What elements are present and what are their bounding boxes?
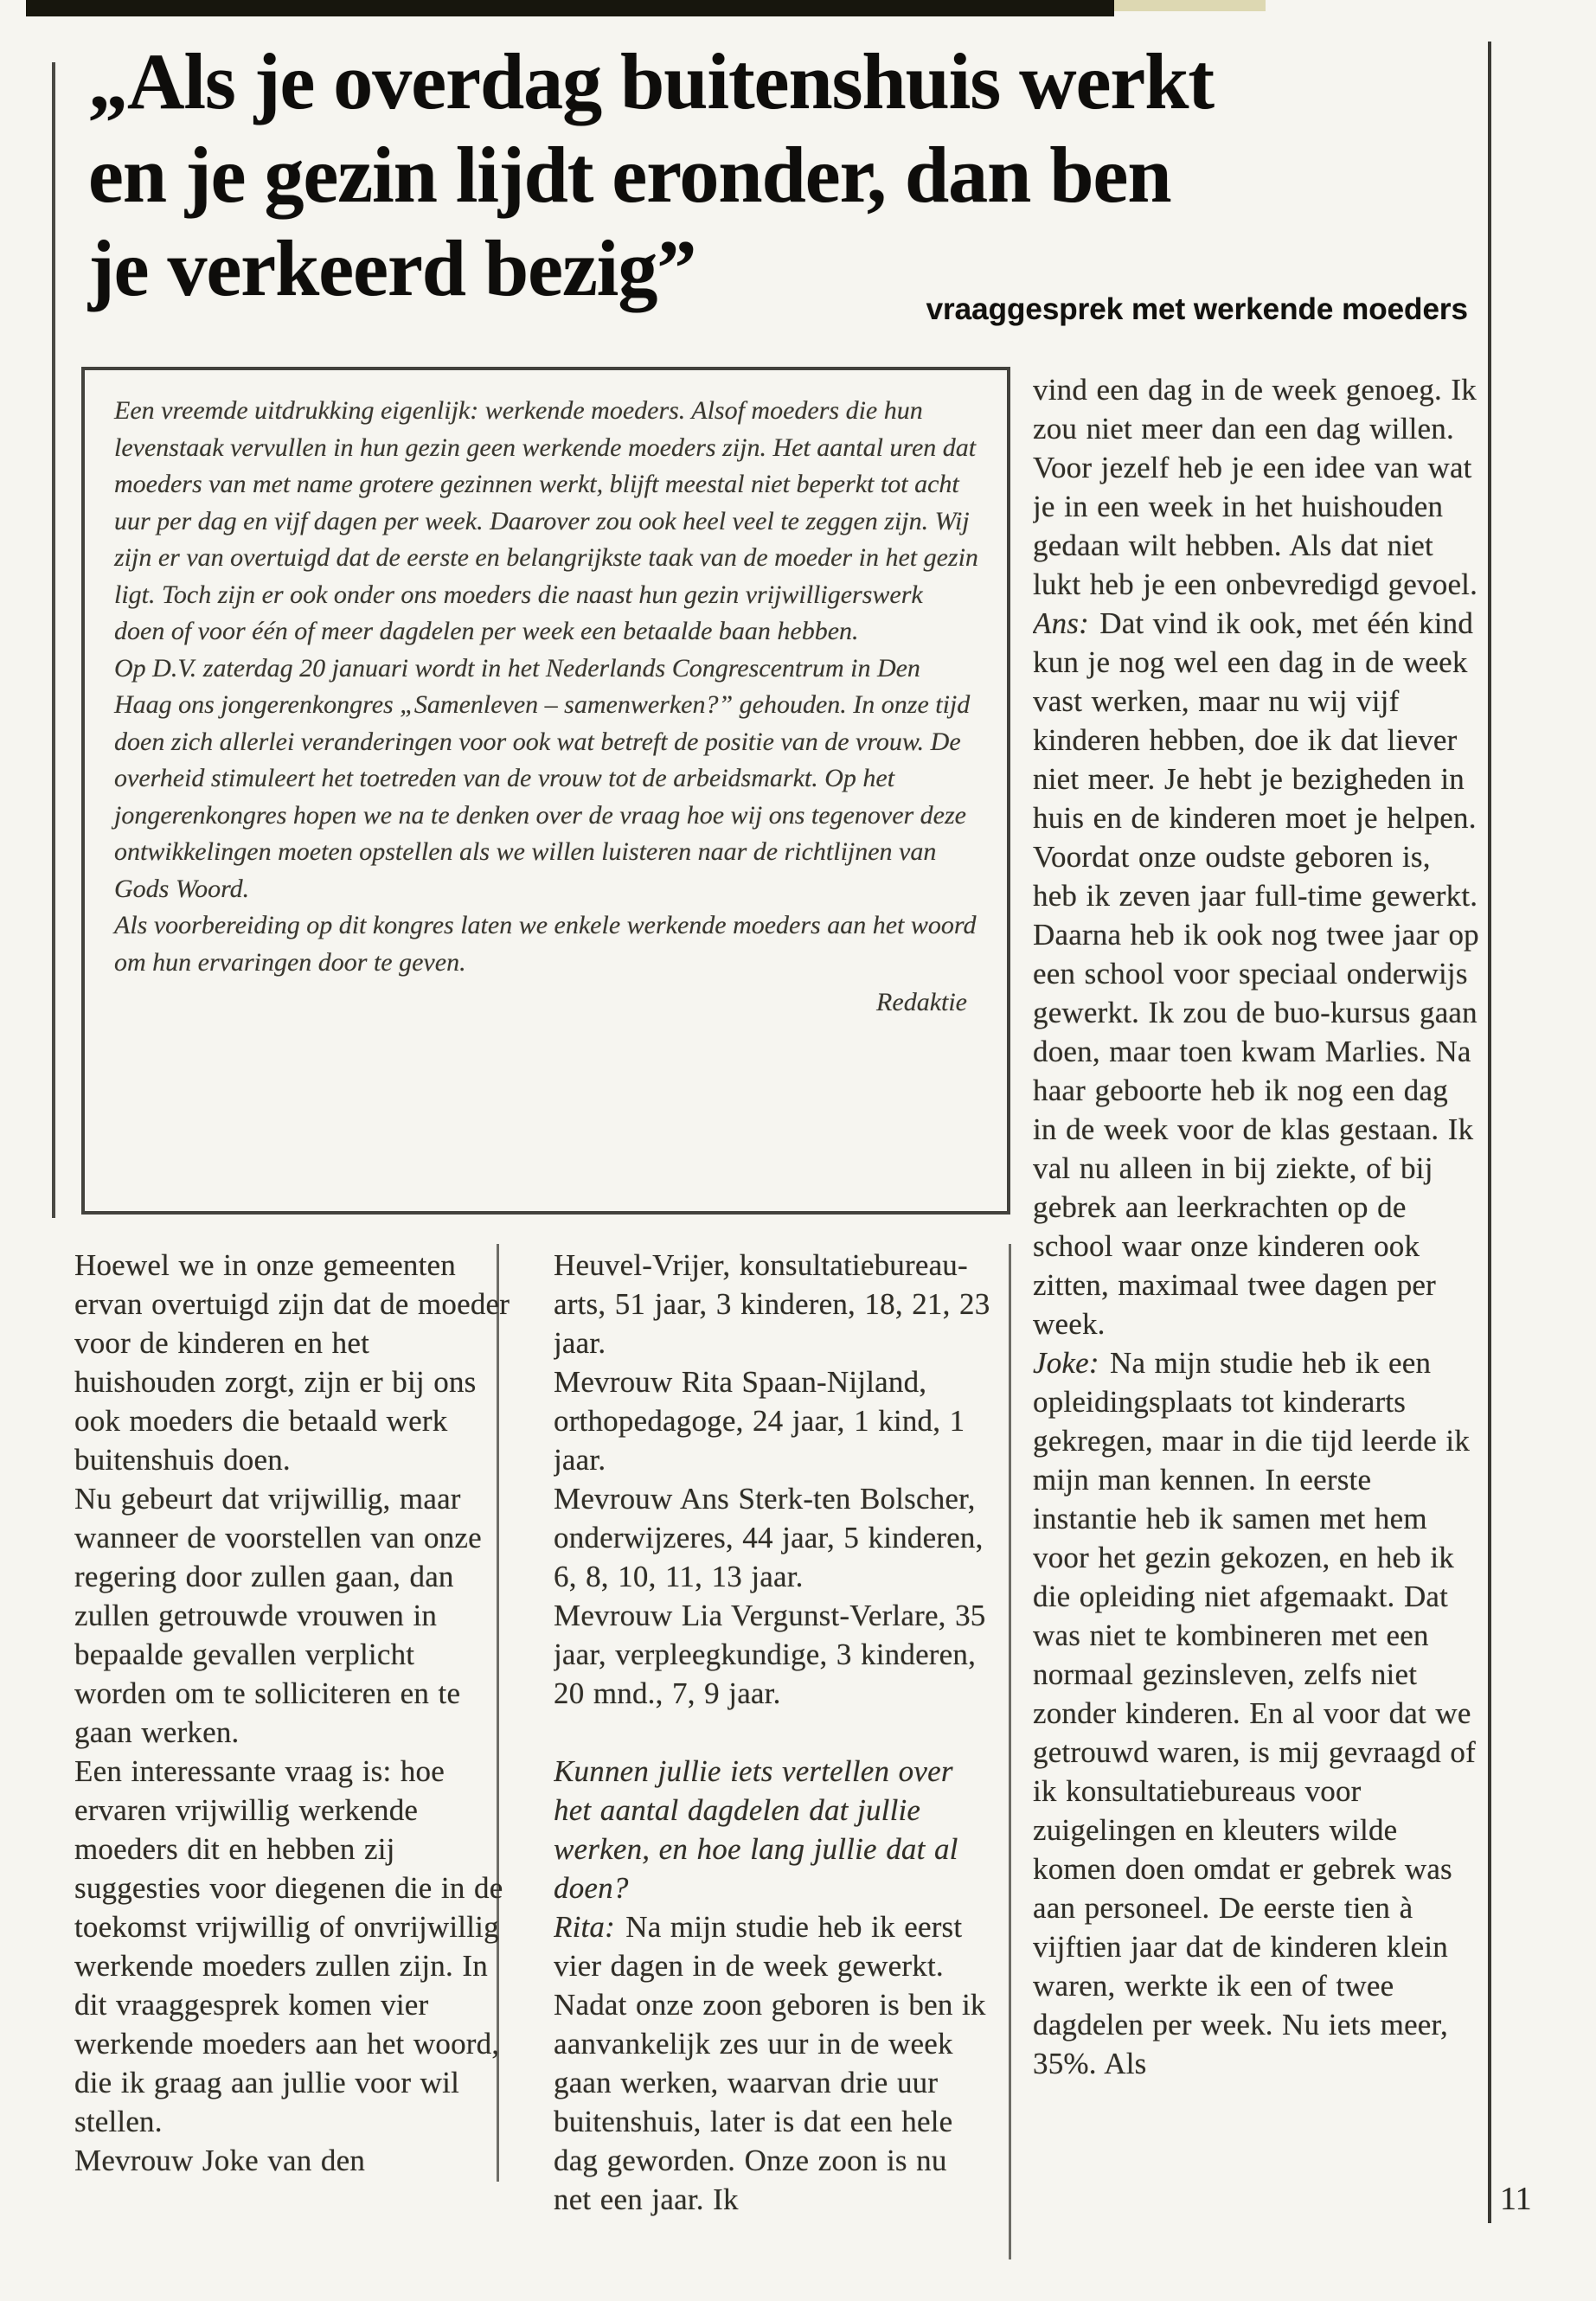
- answer-paragraph-ans: [1033, 604, 1479, 1343]
- answer-paragraph-joke: [1033, 1343, 1479, 2083]
- left-vertical-rule: [52, 62, 55, 1218]
- body-paragraph: vind een dag in de week genoeg. Ik zou niet meer dan een dag willen. Voor jezelf heb je een idee van wat je in een week in het huishouden gedaan wilt hebben. Als dat niet lukt heb je een onbevredigd gevoel.: [1033, 373, 1478, 601]
- answer-paragraph-rita: [554, 1907, 993, 2219]
- answer-text: Dat vind ik ook, met één kind kun je nog wel een dag in de week vast werken, maar nu wij vijf kinderen hebben, doe ik dat liever niet meer. Je hebt je bezigheden in huis en de kinderen moet je helpen. Voordat onze oudste geboren is, heb ik zeven jaar full-time gewerkt. Daarna heb ik ook nog twee jaar op een school voor speciaal onderwijs gewerkt. Ik zou de buo-kursus gaan doen, maar toen kwam Marlies. Na haar geboorte heb ik nog een dag in de week voor de klas gestaan. Ik val nu alleen in bij ziekte, of bij gebrek aan leerkrachten op de school waar onze kinderen ook zitten, maximaal twee dagen per week.: [1033, 606, 1479, 1341]
- intro-paragraph: Op D.V. zaterdag 20 januari wordt in het Nederlands Congrescentrum in Den Haag ons jongerenkongres „Samenleven – samenwerken?” gehouden. In onze tijd doen zich allerlei veranderingen voor ook wat betreft de positie van de vrouw. De overheid stimuleert het toetreden van de vrouw tot de arbeidsmarkt. Op het jongerenkongres hopen we na te denken over de vraag hoe wij ons tegenover deze ontwikkelingen moeten opstellen als we willen luisteren naar de richtlijnen van Gods Woord.: [114, 653, 971, 903]
- headline-line-3: je verkeerd bezig”: [88, 224, 696, 312]
- speaker-lead-ans: Ans:: [1033, 606, 1089, 640]
- column-divider-2: [1009, 1244, 1011, 2259]
- intro-paragraph: Als voorbereiding op dit kongres laten we enkele werkende moeders aan het woord om hun ervaringen door te geven.: [114, 911, 977, 977]
- body-column-3: [1033, 370, 1479, 2265]
- body-column-2: [554, 1246, 993, 2266]
- body-paragraph: Heuvel-Vrijer, konsultatiebureau-arts, 51 jaar, 3 kinderen, 18, 21, 23 jaar.: [554, 1248, 990, 1360]
- page-number: 11: [1500, 2181, 1532, 2217]
- intro-signature: Redaktie: [876, 988, 967, 1016]
- speaker-lead-joke: Joke:: [1033, 1346, 1099, 1380]
- headline-line-1: „Als je overdag buitenshuis werkt: [88, 37, 1215, 125]
- headline-line-2: en je gezin lijdt eronder, dan ben: [88, 131, 1171, 219]
- speaker-lead-rita: Rita:: [554, 1910, 615, 1944]
- article-headline: [88, 35, 1490, 315]
- body-paragraph: Hoewel we in onze gemeenten ervan overtuigd zijn dat de moeder voor de kinderen en het huishouden zorgt, zijn er bij ons ook moeders die betaald werk buitenshuis doen.: [74, 1248, 510, 1477]
- body-paragraph: Mevrouw Joke van den: [74, 2144, 366, 2177]
- scan-artifact-strip-dark: [26, 0, 1114, 16]
- body-paragraph: Mevrouw Lia Vergunst-Verlare, 35 jaar, verpleegkundige, 3 kinderen, 20 mnd., 7, 9 jaar.: [554, 1599, 986, 1710]
- scan-artifact-strip-light: [1114, 0, 1266, 11]
- article-subtitle: vraaggesprek met werkende moeders: [926, 292, 1468, 326]
- body-paragraph: Nu gebeurt dat vrijwillig, maar wanneer de voorstellen van onze regering door zullen gaan, dan zullen getrouwde vrouwen in bepaalde gevallen verplicht worden om te solliciteren en te gaan werken.: [74, 1482, 482, 1749]
- intro-box: [81, 367, 1010, 1215]
- intro-paragraph: Een vreemde uitdrukking eigenlijk: werkende moeders. Alsof moeders die hun levenstaak vervullen in hun gezin geen werkende moeders zijn. Het aantal uren dat moeders van met name grotere gezinnen werkt, blijft meestal niet beperkt tot acht uur per dag en vijf dagen per week. Daarover zou ook heel veel te zeggen zijn. Wij zijn er van overtuigd dat de eerste en belangrijkste taak van de moeder in het gezin ligt. Toch zijn er ook onder ons moeders die naast hun gezin vrijwilligerswerk doen of voor één of meer dagdelen per week een betaalde baan hebben.: [114, 396, 978, 645]
- answer-text: Na mijn studie heb ik een opleidingsplaats tot kinderarts gekregen, maar in die tijd leerde ik mijn man kennen. In eerste instantie heb ik samen met hem voor het gezin gekozen, en heb ik die opleiding niet afgemaakt. Dat was niet te kombineren met een normaal gezinsleven, zelfs niet zonder kinderen. En al voor dat we getrouwd waren, is mij gevraagd of ik konsultatiebureaus voor zuigelingen en kleuters wilde komen doen omdat er gebrek was aan personeel. De eerste tien à vijftien jaar dat de kinderen klein waren, werkte ik een of twee dagdelen per week. Nu iets meer, 35%. Als: [1033, 1346, 1476, 2080]
- right-vertical-rule: [1488, 42, 1491, 2223]
- body-paragraph: Mevrouw Rita Spaan-Nijland, orthopedagoge, 24 jaar, 1 kind, 1 jaar.: [554, 1365, 965, 1477]
- body-paragraph: Mevrouw Ans Sterk-ten Bolscher, onderwijzeres, 44 jaar, 5 kinderen, 6, 8, 10, 11, 13 jaar.: [554, 1482, 984, 1593]
- answer-text: Na mijn studie heb ik eerst vier dagen in de week gewerkt. Nadat onze zoon geboren is ben ik aanvankelijk zes uur in de week gaan werken, waarvan drie uur buitenshuis, later is dat een hele dag geworden. Onze zoon is nu net een jaar. Ik: [554, 1910, 986, 2216]
- body-column-1: [74, 1246, 511, 2266]
- body-paragraph: Een interessante vraag is: hoe ervaren vrijwillig werkende moeders dit en hebben zij suggesties voor diegenen die in de toekomst vrijwillig of onvrijwillig werkende moeders zullen zijn. In dit vraaggesprek komen vier werkende moeders aan het woord, die ik graag aan jullie voor wil stellen.: [74, 1754, 503, 2138]
- interview-question: Kunnen jullie iets vertellen over het aantal dagdelen dat jullie werken, en hoe lang jullie dat al doen?: [554, 1754, 958, 1905]
